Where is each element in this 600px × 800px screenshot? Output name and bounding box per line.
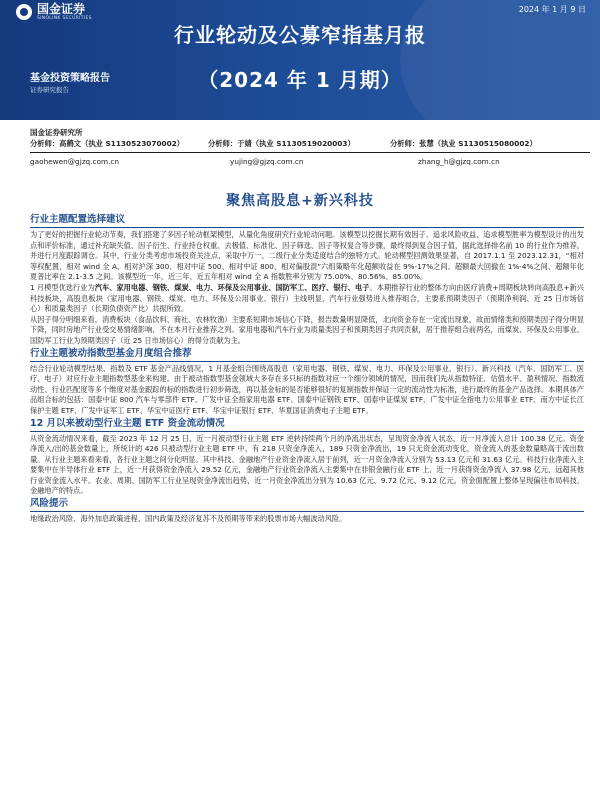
report-subtype: 证券研究报告: [30, 86, 69, 94]
analyst-3: 分析师：张慧（执业 S1130515080002）: [390, 139, 537, 148]
section-heading-risk: 风险提示: [30, 497, 584, 512]
paragraph-portfolio: 结合行业轮动模型结果、指数及 ETF 基金产品线情况，1 月基金组合围绕高股息（家用电器、钢铁、煤炭、电力、环保及公用事业、银行）、新兴科技（汽车、国防军工、医疗、电子）对应行业主题指数型基金来构建。由于被动指数型基金领域大多存在多只标的指数对应一个细分领域的情况，因而我们先从指数特征、估值水平、盈利情况、指数流动性、行业匹配度等多个维度对基金跟踪的标的指数进行初步筛选，再以基金标的是否能够很好的复制指数并保证一定的流动性为标准，进行最终的基金产品选择。本期具体产品组合标的包括：国泰中证 800 汽车与零部件 ETF、广发中证全指家用电器 ETF、国泰中证钢铁 ETF、国泰中证煤炭 ETF、广发中证全指电力公用事业 ETF、南方中证长江保护主题 ETF、广发中证军工 ETF、华宝中证医疗 ETF、华宝中证银行 ETF、华夏国证消费电子主题 ETF。: [30, 363, 584, 415]
report-body: [30, 213, 584, 525]
email-list: [30, 157, 590, 166]
paragraph-picks: [30, 283, 584, 315]
report-banner: [0, 0, 600, 120]
analyst-2: 分析师：于婧（执业 S1130519020003）: [208, 139, 355, 148]
email-1[interactable]: gaohewen@gjzq.com.cn: [30, 157, 120, 166]
paragraph-factor-detail: 从因子得分明细来看，消费板块（食品饮料、商社、农林牧渔）主要系短期市场信心下降，报告数量明显降低，北向资金存在一定流出现象，故而情绪类和预期类因子得分明显下降，同时房地产行业受交易情绪影响，不在本月行业推荐之列。家用电器和汽车行业为质量类因子和预期类因子共同贡献，居于推荐组合前两名，而煤炭、环保及公用事业、国防军工行业为预期类因子（近 25 日市场信心）的得分贡献为主。: [30, 314, 584, 345]
paragraph-flows: 从资金流动情况来看，截至 2023 年 12 月 25 日，近一月被动型行业主题 ETF 逆转持续两个月的净流出状态，呈现资金净流入状态，近一月净流入总计 100.38 亿元。资金净流入/出的基金数量上，所统计的 426 只被动型行业主题 ETF 中，有 218 只资金净流入，189 只资金净流出，19 只无资金流动变化，资金流入的基金数量略高于流出数量。从行业主题来看来看，各行业主题之间分化明显。其中科技、金融地产行业资金净流入居于前列，近一月资金净流入分别为 53.13 亿元和 31.63 亿元。科技行业净流入主要集中在半导体行业 ETF 上，近一月获得资金净流入 29.52 亿元，金融地产行业资金净流入主要集中在非银金融行业 ETF 上，近一月获得资金净流入 37.98 亿元，远超其他行业资金流入水平。农业、周期、国防军工行业呈现资金净流出趋势，近一月资金净流出分别为 10.63 亿元、9.72 亿元、9.12 亿元。资金面配置上整体呈现偏往布局科技、金融地产的特点。: [30, 433, 584, 496]
institute-name: 国金证券研究所: [30, 128, 83, 137]
report-date: 2024 年 1 月 9 日: [518, 5, 586, 14]
paragraph-model: 为了更好的把握行业轮动节奏，我们搭建了多因子轮动框架模型，从量化角度研究行业轮动问题。该模型以挖掘长期有效因子、追求风险收益、追求模型胜率为模型设计的出发点和评价标准，通过补充缺失值、因子衍生、行业持仓权重、去极值、标准化、因子筛选、因子等权复合等步骤，最终得到复合因子值，据此选择排名前 10 的行业作为推荐，并进行月度跟踪调仓。其中，行业分类考虑市场投资关注点，采取中万一、二级行业分类适度结合的独特方式。轮动模型回测效果显著，自 2017.1.1 至 2023.12.31，“相对等权配置、相对 wind 全 A、相对沪深 300、相对中证 500、相对中证 800、相对偏股混”六组策略年化超额收益在 9%-17%之间、超额最大回撤在 1%-4%之间、超额年化夏普比率在 2.1-3.5 之间。该模型近一年、近三年、近五年相对 wind 全 A 指数胜率分别为 75.00%、80.56%、85.00%。: [30, 230, 584, 282]
report-title-period: （2024 年 1 月期）: [198, 68, 402, 92]
picks-suffix: 。本期推荐行业的整体方向由医疗消费+周期板块转向高股息+新兴科技板块，高股息板块（家用电器、钢铁、煤炭、电力、环保及公用事业、银行）主线明显，汽车行业强势进入推荐组合，主要系预期类因子（预期净利润、近 25 日市场信心）和质量类因子（长期负债资产比）共振所致。: [30, 282, 584, 314]
logo-name: 国金证券: [37, 2, 86, 16]
section-heading-flows: 12 月以来被动型行业主题 ETF 资金流动情况: [30, 417, 584, 432]
email-2[interactable]: yujing@gjzq.com.cn: [230, 157, 304, 166]
analyst-1: 分析师：高鹤文（执业 S1130523070002）: [30, 139, 185, 148]
paragraph-risk: 地缘政治风险、海外加息政策进程、国内政策及经济复苏不及预期等带来的股票市场大幅波动风险。: [30, 514, 347, 524]
headline: 聚焦高股息+新兴科技: [226, 193, 374, 209]
report-type: 基金投资策略报告: [30, 73, 110, 84]
picks-prefix: 1 月模型优选行业为: [30, 282, 95, 292]
email-3[interactable]: zhang_h@gjzq.com.cn: [418, 157, 500, 166]
picks-industries: 汽车、家用电器、钢铁、煤炭、电力、环保及公用事业、国防军工、医疗、银行、电子: [94, 282, 370, 292]
report-title: 行业轮动及公募窄指基月报: [174, 23, 426, 47]
divider: [30, 152, 590, 153]
logo-icon: [16, 4, 32, 20]
author-info: [30, 127, 590, 166]
analyst-list: [30, 139, 590, 151]
section-heading-allocation: 行业主题配置选择建议: [30, 213, 584, 228]
logo-english: SINOLINK SECURITIES: [37, 16, 92, 21]
section-heading-portfolio: 行业主题被动指数型基金月度组合推荐: [30, 347, 584, 362]
